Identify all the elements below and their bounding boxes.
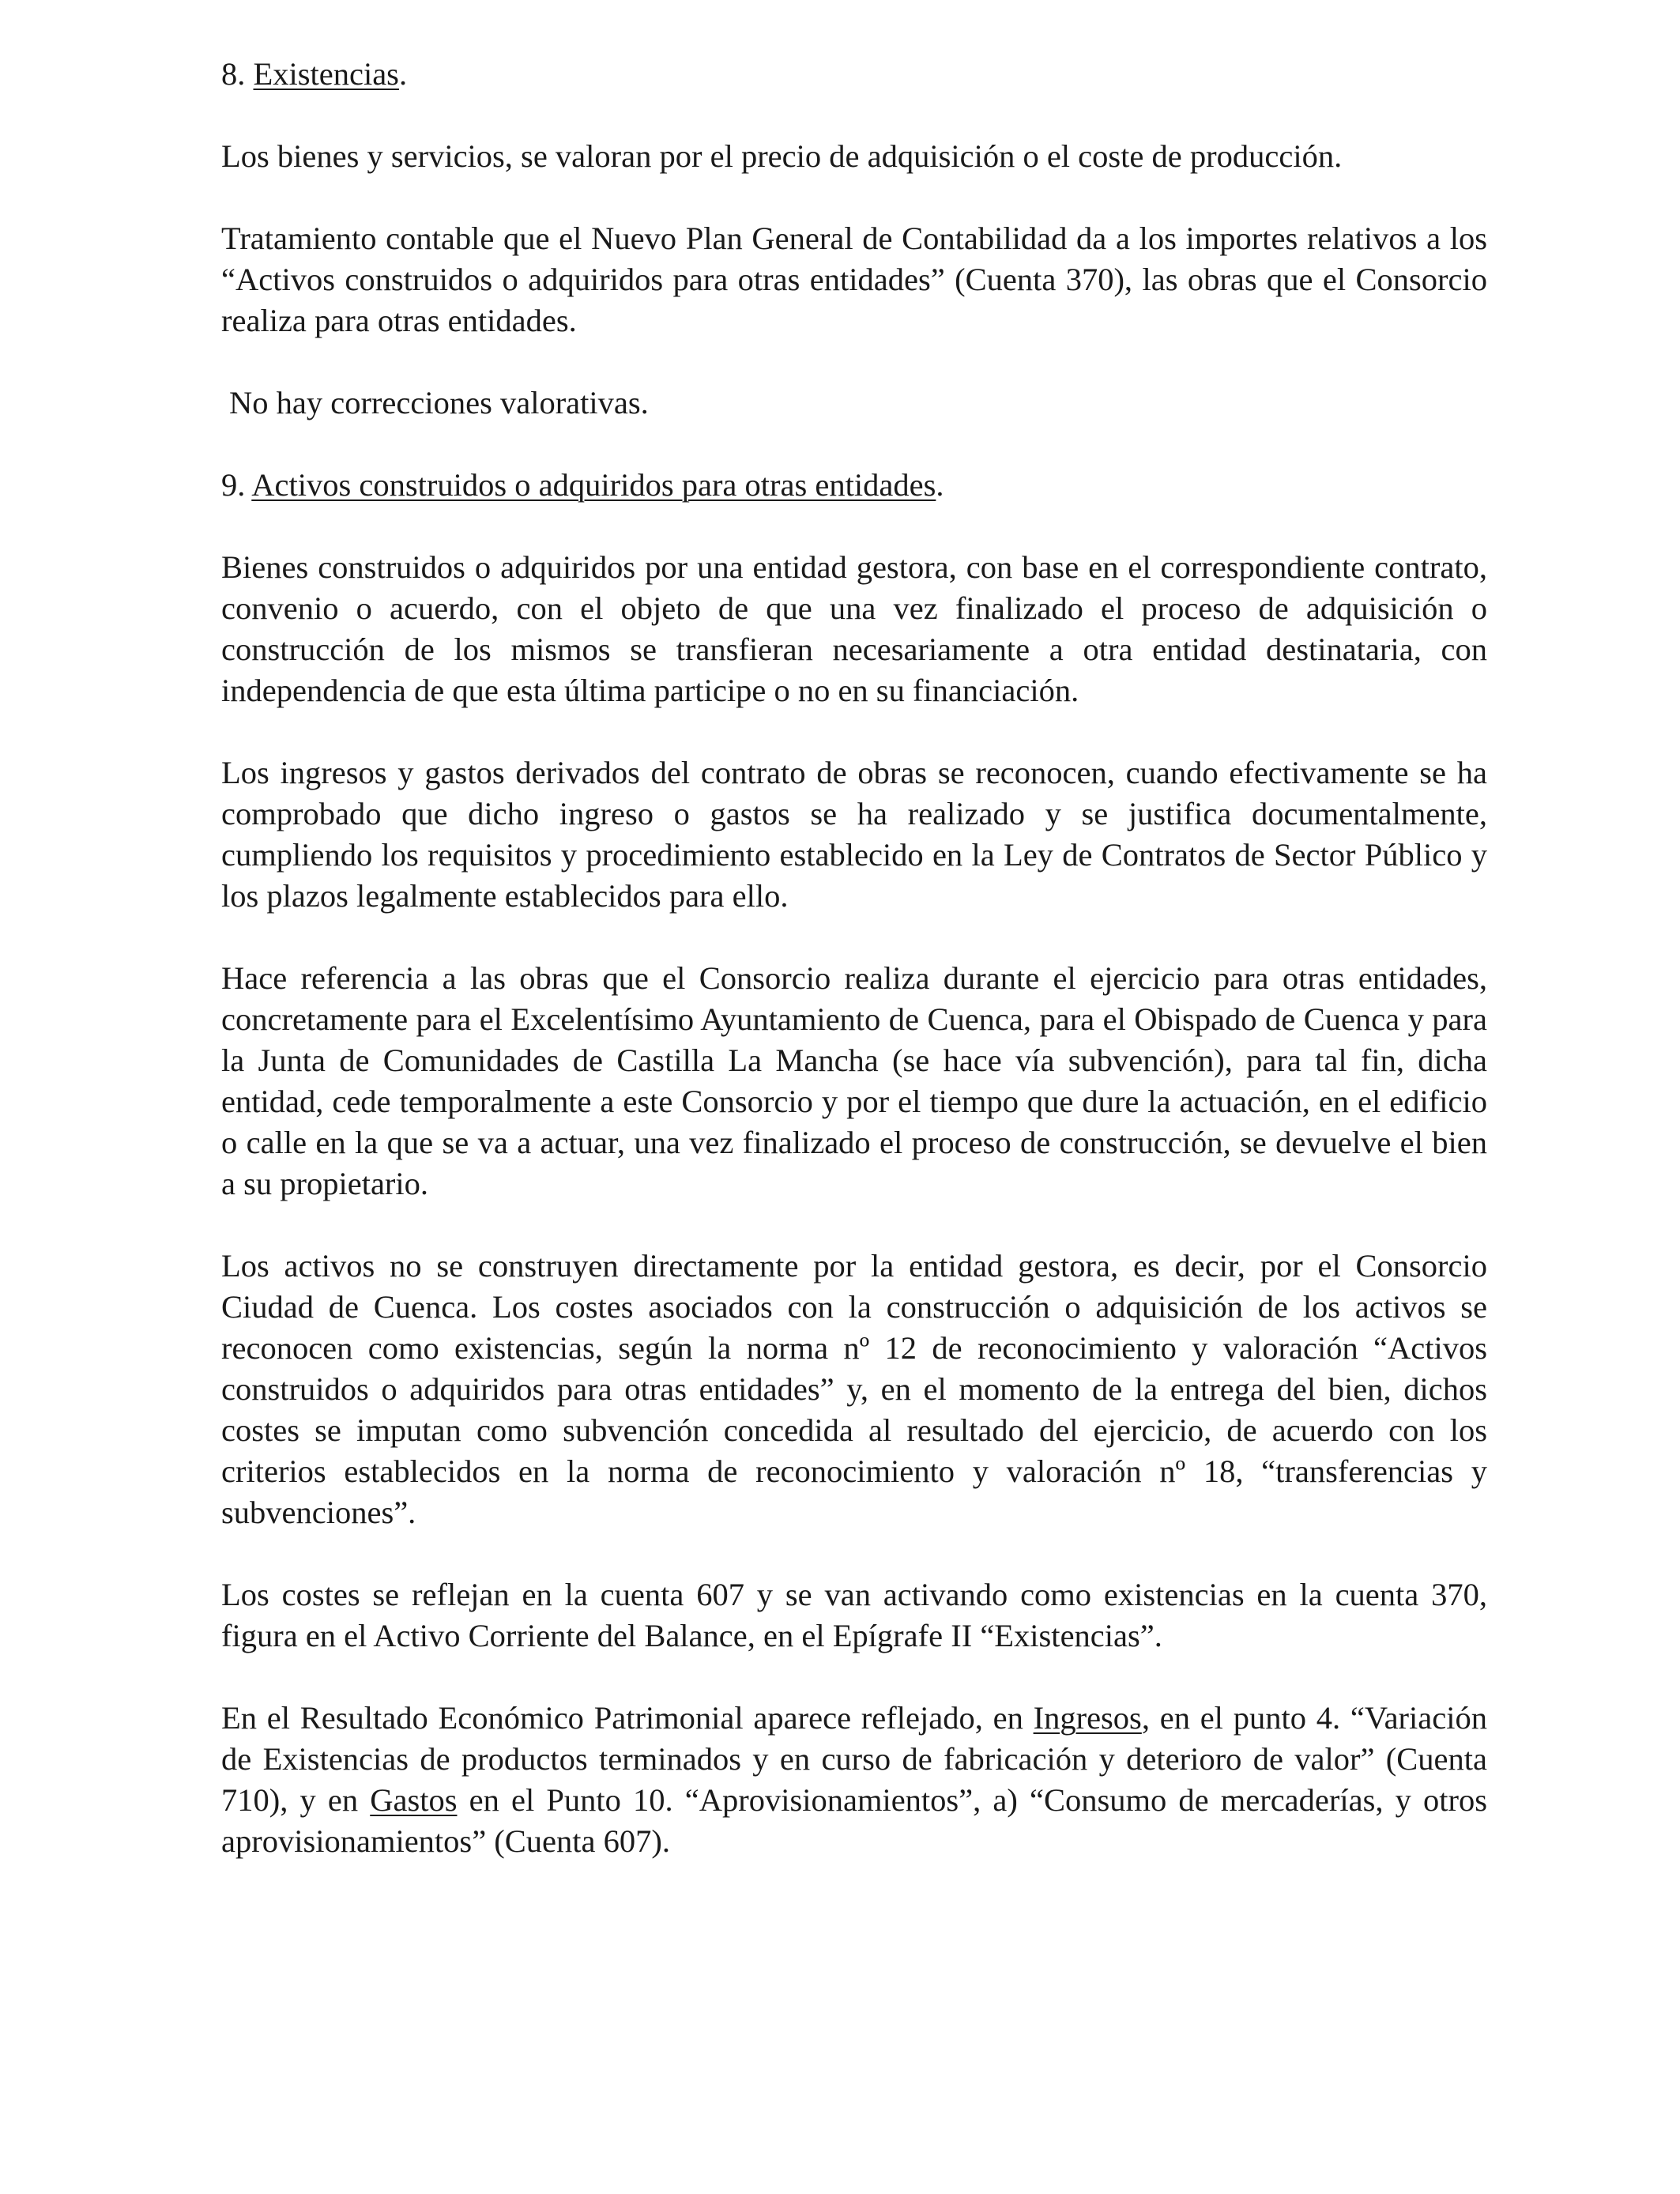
section-9-end: . [936, 467, 944, 503]
section-8-number: 8. [221, 56, 254, 92]
gastos-term: Gastos [370, 1782, 458, 1818]
section-9-number: 9. [221, 467, 252, 503]
section-8-title: Existencias [253, 56, 399, 92]
paragraph-bienes-servicios: Los bienes y servicios, se valoran por el precio de adquisición o el coste de producción. [221, 138, 1343, 174]
paragraph-activos: Los activos no se construyen directamente por la entidad gestora, es decir, por el Consorcio Ciudad de Cuenca. Los costes asociados con la construcción o adquisición de los activos se reconocen como existencias, según la norma nº 12 de reconocimiento y valoración “Activos construidos o adquiridos para otras entidades” y, en el momento de la entrega del bien, dichos costes se imputan como subvención concedida al resultado del ejercicio, de acuerdo con los criterios establecidos en la norma de reconocimiento y valoración nº 18, “transferencias y subvenciones”. [221, 1248, 1487, 1530]
resultado-text-3: en el Punto 10. “Aprovisionamientos”, a) “Consumo de mercaderías, y otros aprovisionamientos” (Cuenta 607). [221, 1782, 1487, 1859]
resultado-text-2: , en el punto 4. “Variación de Existencias de productos terminados y en curso de fabricación y deterioro de valor” (Cuenta 710), y en [221, 1700, 1487, 1818]
paragraph-bienes-construidos: Bienes construidos o adquiridos por una entidad gestora, con base en el correspondiente contrato, convenio o acuerdo, con el objeto de que una vez finalizado el proceso de adquisición o construcción de los mismos se transfieran necesariamente a otra entidad destinataria, con independencia de que esta última participe o no en su financiación. [221, 549, 1487, 708]
section-9-heading [221, 465, 1487, 506]
paragraph-correcciones: No hay correcciones valorativas. [229, 385, 649, 420]
paragraph-costes: Los costes se reflejan en la cuenta 607 y se van activando como existencias en la cuenta 370, figura en el Activo Corriente del Balance, en el Epígrafe II “Existencias”. [221, 1577, 1487, 1653]
ingresos-term: Ingresos [1033, 1700, 1142, 1736]
document-page [221, 54, 1487, 1903]
section-9-title: Activos construidos o adquiridos para otras entidades [251, 467, 936, 503]
paragraph-resultado-economico [221, 1698, 1487, 1862]
paragraph-tratamiento-contable: Tratamiento contable que el Nuevo Plan General de Contabilidad da a los importes relativos a los “Activos construidos o adquiridos para otras entidades” (Cuenta 370), las obras que el Consorcio realiza para otras entidades. [221, 221, 1487, 338]
paragraph-ingresos-gastos: Los ingresos y gastos derivados del contrato de obras se reconocen, cuando efectivamente se ha comprobado que dicho ingreso o gastos se ha realizado y se justifica documentalmente, cumpliendo los requisitos y procedimiento establecido en la Ley de Contratos de Sector Público y los plazos legalmente establecidos para ello. [221, 755, 1487, 914]
resultado-text-1: En el Resultado Económico Patrimonial aparece reflejado, en [221, 1700, 1034, 1736]
section-8-heading [221, 54, 1487, 95]
paragraph-hace-referencia: Hace referencia a las obras que el Consorcio realiza durante el ejercicio para otras entidades, concretamente para el Excelentísimo Ayuntamiento de Cuenca, para el Obispado de Cuenca y para la Junta de Comunidades de Castilla La Mancha (se hace vía subvención), para tal fin, dicha entidad, cede temporalmente a este Consorcio y por el tiempo que dure la actuación, en el edificio o calle en la que se va a actuar, una vez finalizado el proceso de construcción, se devuelve el bien a su propietario. [221, 960, 1487, 1201]
section-8-end: . [398, 56, 408, 92]
